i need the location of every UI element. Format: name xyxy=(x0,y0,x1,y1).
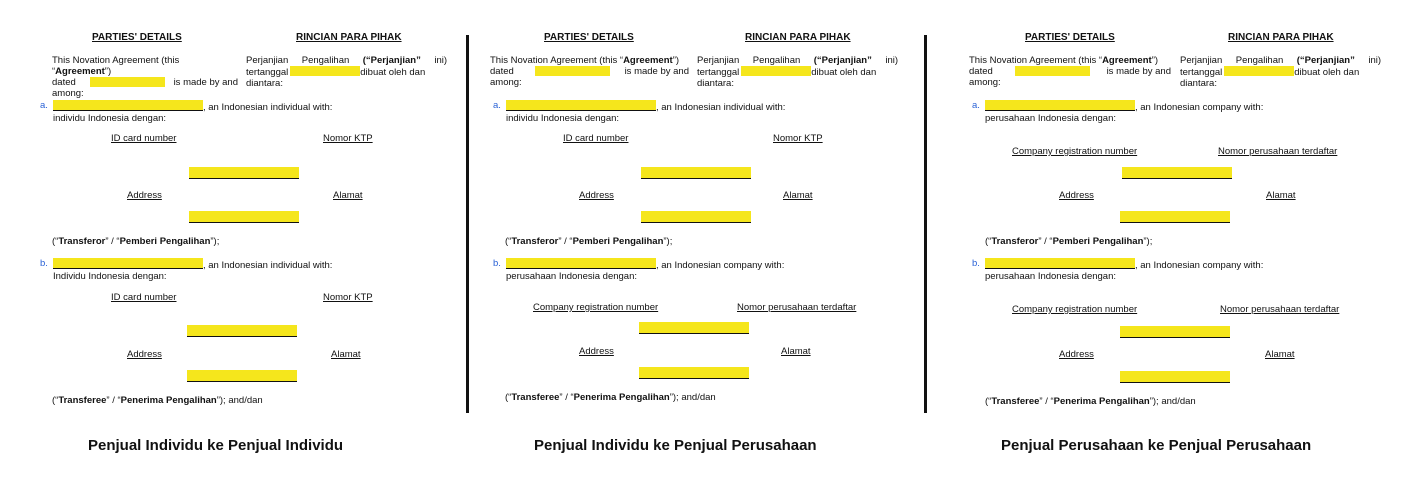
id-card-field[interactable] xyxy=(641,167,751,179)
closing-text: Pemberi Pengalihan xyxy=(572,236,664,247)
intro-text: diantara: xyxy=(246,78,283,89)
closing-text: (“ xyxy=(985,236,992,247)
party-name-field[interactable] xyxy=(985,100,1135,111)
closing-text: Transferor xyxy=(58,236,106,247)
label-nomor-ktp: Nomor KTP xyxy=(323,133,373,144)
label-nomor-perusahaan-terdaftar: Nomor perusahaan terdaftar xyxy=(1218,146,1338,157)
intro-text: tertanggal xyxy=(1180,67,1223,78)
closing-text: Penerima Pengalihan xyxy=(120,395,217,406)
party-subtext: perusahaan Indonesia dengan: xyxy=(985,113,1117,124)
intro-text: This Novation Agreement (this “ xyxy=(969,55,1103,66)
closing-text: ”); and/dan xyxy=(216,395,263,406)
date-field[interactable] xyxy=(1224,66,1294,76)
intro-text: Perjanjian xyxy=(1180,55,1223,66)
label-alamat: Alamat xyxy=(783,190,813,201)
date-field[interactable] xyxy=(741,66,811,76)
label-id-card-number: ID card number xyxy=(563,133,629,144)
intro-text: dibuat oleh dan xyxy=(360,67,426,78)
party-subtext: Individu Indonesia dengan: xyxy=(53,271,167,282)
closing-text: ” / “ xyxy=(559,392,574,403)
closing-text: (“ xyxy=(52,395,59,406)
party-letter: b. xyxy=(40,258,48,269)
intro-text: ”) xyxy=(104,66,112,77)
party-b xyxy=(40,258,450,282)
party-text: , an Indonesian company with: xyxy=(1135,102,1264,113)
closing-text: ” / “ xyxy=(1039,396,1054,407)
label-address: Address xyxy=(579,346,614,357)
closing-text: Transferee xyxy=(58,395,107,406)
date-field[interactable] xyxy=(535,66,610,76)
transferor-note xyxy=(505,236,672,247)
closing-text: ” / “ xyxy=(558,236,573,247)
intro-text: is made by and xyxy=(1106,66,1171,77)
label-alamat: Alamat xyxy=(333,190,363,201)
intro-text: ini) xyxy=(885,55,898,66)
date-field[interactable] xyxy=(90,77,165,87)
header-rincian-para-pihak: RINCIAN PARA PIHAK xyxy=(1228,32,1334,43)
label-alamat: Alamat xyxy=(331,349,361,360)
date-field[interactable] xyxy=(1015,66,1090,76)
intro-text: among: xyxy=(490,77,522,88)
intro-text: tertanggal xyxy=(697,67,740,78)
closing-text: Transferor xyxy=(511,236,559,247)
transferee-note xyxy=(985,396,1196,407)
label-id-card-number: ID card number xyxy=(111,292,177,303)
intro-text: This Novation Agreement (this “ xyxy=(490,55,624,66)
intro-indonesian xyxy=(246,55,447,89)
label-address: Address xyxy=(127,190,162,201)
intro-text: Perjanjian xyxy=(246,55,289,66)
label-company-registration-number: Company registration number xyxy=(533,302,659,313)
label-id-card-number: ID card number xyxy=(111,133,177,144)
intro-text: Pengalihan xyxy=(301,55,350,66)
transferee-note xyxy=(52,395,263,406)
party-name-field[interactable] xyxy=(506,258,656,269)
party-letter: a. xyxy=(972,100,980,111)
intro-english xyxy=(490,55,689,88)
intro-text: among: xyxy=(969,77,1001,88)
party-letter: b. xyxy=(972,258,980,269)
caption: Penjual Perusahaan ke Penjual Perusahaan xyxy=(1001,437,1312,454)
intro-text: ”) xyxy=(672,55,680,66)
party-text: , an Indonesian company with: xyxy=(1135,260,1264,271)
panel-divider xyxy=(924,35,927,413)
id-card-field[interactable] xyxy=(189,167,299,179)
label-company-registration-number: Company registration number xyxy=(1012,146,1138,157)
closing-text: Transferee xyxy=(511,392,560,403)
closing-text: (“ xyxy=(505,236,512,247)
party-text: , an Indonesian company with: xyxy=(656,260,785,271)
intro-indonesian xyxy=(1180,55,1381,89)
closing-text: (“ xyxy=(505,392,512,403)
closing-text: Penerima Pengalihan xyxy=(1053,396,1150,407)
closing-text: ”); and/dan xyxy=(669,392,716,403)
panel-individual-to-individual xyxy=(0,0,460,500)
party-a xyxy=(493,100,903,124)
intro-text: Pengalihan xyxy=(1235,55,1284,66)
intro-english xyxy=(52,55,238,99)
intro-text: dated xyxy=(490,66,514,77)
party-subtext: individu Indonesia dengan: xyxy=(53,113,167,124)
party-name-field[interactable] xyxy=(506,100,656,111)
party-subtext: perusahaan Indonesia dengan: xyxy=(985,271,1117,282)
closing-text: ”); xyxy=(210,236,220,247)
closing-text: Transferor xyxy=(991,236,1039,247)
party-b xyxy=(972,258,1382,282)
label-nomor-perusahaan-terdaftar: Nomor perusahaan terdaftar xyxy=(1220,304,1340,315)
label-nomor-perusahaan-terdaftar: Nomor perusahaan terdaftar xyxy=(737,302,857,313)
intro-text: ini) xyxy=(434,55,447,66)
party-text: , an Indonesian individual with: xyxy=(203,260,333,271)
company-registration-field[interactable] xyxy=(1122,167,1232,179)
intro-text: Agreement xyxy=(623,55,673,66)
party-name-field[interactable] xyxy=(53,100,203,111)
panel-divider xyxy=(466,35,469,413)
id-card-field[interactable] xyxy=(187,325,297,337)
intro-text: dibuat oleh dan xyxy=(811,67,877,78)
label-alamat: Alamat xyxy=(1265,349,1295,360)
intro-text: dated xyxy=(52,77,76,88)
intro-text: dated xyxy=(969,66,993,77)
address-field[interactable] xyxy=(187,370,297,382)
intro-text: diantara: xyxy=(1180,78,1217,89)
header-parties-details: PARTIES' DETAILS xyxy=(544,32,634,43)
header-rincian-para-pihak: RINCIAN PARA PIHAK xyxy=(745,32,851,43)
panel-company-to-company xyxy=(940,0,1400,500)
closing-text: Pemberi Pengalihan xyxy=(1052,236,1144,247)
intro-indonesian xyxy=(697,55,898,89)
label-alamat: Alamat xyxy=(1266,190,1296,201)
intro-text: is made by and xyxy=(173,77,238,88)
panel-individual-to-company xyxy=(480,0,920,500)
intro-text: (“Perjanjian” xyxy=(1296,55,1355,66)
label-nomor-ktp: Nomor KTP xyxy=(773,133,823,144)
party-text: , an Indonesian individual with: xyxy=(656,102,786,113)
party-subtext: perusahaan Indonesia dengan: xyxy=(506,271,638,282)
closing-text: Pemberi Pengalihan xyxy=(119,236,211,247)
header-rincian-para-pihak: RINCIAN PARA PIHAK xyxy=(296,32,402,43)
intro-text: Perjanjian xyxy=(697,55,740,66)
party-a xyxy=(40,100,450,124)
closing-text: Penerima Pengalihan xyxy=(573,392,670,403)
intro-text: (“Perjanjian” xyxy=(362,55,421,66)
address-field[interactable] xyxy=(1120,371,1230,383)
party-b xyxy=(493,258,903,282)
party-letter: a. xyxy=(493,100,501,111)
label-address: Address xyxy=(1059,190,1094,201)
party-text: , an Indonesian individual with: xyxy=(203,102,333,113)
address-field[interactable] xyxy=(189,211,299,223)
transferee-note xyxy=(505,392,716,403)
closing-text: Transferee xyxy=(991,396,1040,407)
label-nomor-ktp: Nomor KTP xyxy=(323,292,373,303)
party-letter: a. xyxy=(40,100,48,111)
closing-text: (“ xyxy=(985,396,992,407)
party-letter: b. xyxy=(493,258,501,269)
label-address: Address xyxy=(1059,349,1094,360)
company-registration-field[interactable] xyxy=(1120,326,1230,338)
intro-english xyxy=(969,55,1171,88)
label-alamat: Alamat xyxy=(781,346,811,357)
label-address: Address xyxy=(127,349,162,360)
intro-text: dibuat oleh dan xyxy=(1294,67,1360,78)
closing-text: ”); xyxy=(663,236,673,247)
date-field[interactable] xyxy=(290,66,360,76)
intro-text: Agreement xyxy=(55,66,105,77)
company-registration-field[interactable] xyxy=(639,322,749,334)
header-parties-details: PARTIES' DETAILS xyxy=(92,32,182,43)
header-parties-details: PARTIES' DETAILS xyxy=(1025,32,1115,43)
label-address: Address xyxy=(579,190,614,201)
label-company-registration-number: Company registration number xyxy=(1012,304,1138,315)
intro-text: among: xyxy=(52,88,84,99)
closing-text: ”); and/dan xyxy=(1149,396,1196,407)
closing-text: (“ xyxy=(52,236,59,247)
party-name-field[interactable] xyxy=(53,258,203,269)
closing-text: ” / “ xyxy=(1038,236,1053,247)
intro-text: tertanggal xyxy=(246,67,289,78)
closing-text: ” / “ xyxy=(106,395,121,406)
party-name-field[interactable] xyxy=(985,258,1135,269)
caption: Penjual Individu ke Penjual Perusahaan xyxy=(534,437,817,454)
intro-text: diantara: xyxy=(697,78,734,89)
caption: Penjual Individu ke Penjual Individu xyxy=(88,437,344,454)
transferor-note xyxy=(985,236,1152,247)
party-a xyxy=(972,100,1382,124)
address-field[interactable] xyxy=(1120,211,1230,223)
intro-text: This Novation Agreement (this “ xyxy=(52,55,180,77)
closing-text: ”); xyxy=(1143,236,1153,247)
intro-text: (“Perjanjian” xyxy=(813,55,872,66)
intro-text: Agreement xyxy=(1102,55,1152,66)
address-field[interactable] xyxy=(641,211,751,223)
address-field[interactable] xyxy=(639,367,749,379)
party-subtext: individu Indonesia dengan: xyxy=(506,113,620,124)
transferor-note xyxy=(52,236,219,247)
intro-text: ini) xyxy=(1368,55,1381,66)
intro-text: ”) xyxy=(1151,55,1159,66)
closing-text: ” / “ xyxy=(105,236,120,247)
intro-text: is made by and xyxy=(624,66,689,77)
intro-text: Pengalihan xyxy=(752,55,801,66)
